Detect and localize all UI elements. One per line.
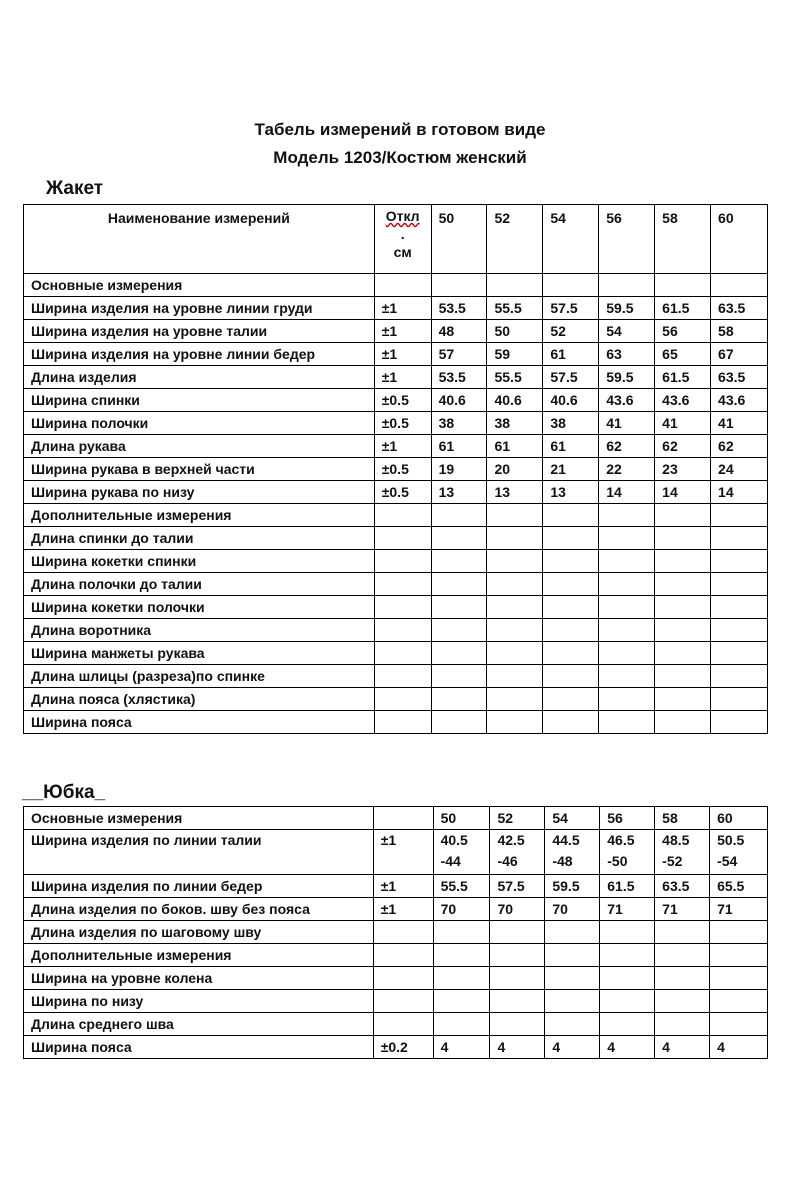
size-value-cell: 59.5	[545, 875, 600, 898]
size-value-cell	[431, 642, 487, 665]
size-value-cell	[543, 688, 599, 711]
size-value-cell: 44.5 -48	[545, 830, 600, 875]
measurement-name: Ширина по низу	[24, 990, 374, 1013]
size-value-cell: 63.5	[655, 875, 710, 898]
size-value-cell: 41	[599, 412, 655, 435]
size-value-cell	[545, 967, 600, 990]
tolerance-cell	[374, 573, 431, 596]
size-value-cell	[599, 550, 655, 573]
table-row	[24, 343, 768, 366]
size-value-cell	[433, 921, 490, 944]
size-value-cell: 53.5	[431, 297, 487, 320]
tolerance-cell	[374, 550, 431, 573]
size-value-cell	[599, 642, 655, 665]
size-value-cell: 43.6	[711, 389, 768, 412]
measurement-name: Ширина изделия на уровне линии бедер	[24, 343, 375, 366]
measurement-name: Длина изделия по шаговому шву	[24, 921, 374, 944]
table-row	[24, 596, 768, 619]
jacket-section-title: Жакет	[46, 178, 104, 199]
tolerance-cell	[374, 596, 431, 619]
measurement-name: Длина воротника	[24, 619, 375, 642]
tolerance-cell: ±0.5	[374, 458, 431, 481]
size-value-cell	[655, 504, 711, 527]
size-value-cell	[710, 1013, 768, 1036]
tolerance-cell: ±1	[374, 297, 431, 320]
size-value-cell	[543, 504, 599, 527]
size-value-cell: 62	[599, 435, 655, 458]
size-value-cell: 4	[655, 1036, 710, 1059]
skirt-measurements-table	[23, 806, 768, 1059]
size-value-cell	[431, 665, 487, 688]
table-row	[24, 875, 768, 898]
measurement-name: Ширина кокетки спинки	[24, 550, 375, 573]
size-value-cell: 4	[490, 1036, 545, 1059]
tolerance-cell: ±0.5	[374, 389, 431, 412]
size-value-cell: 55.5	[487, 297, 543, 320]
size-value-cell	[711, 573, 768, 596]
measurement-name: Ширина рукава в верхней части	[24, 458, 375, 481]
size-value-cell: 42.5 -46	[490, 830, 545, 875]
size-value-cell: 57.5	[490, 875, 545, 898]
size-value-cell: 55.5	[433, 875, 490, 898]
size-value-cell	[431, 550, 487, 573]
measurement-name: Ширина манжеты рукава	[24, 642, 375, 665]
size-value-cell	[655, 619, 711, 642]
tolerance-cell	[374, 527, 431, 550]
size-value-cell	[600, 921, 655, 944]
size-value-cell	[655, 921, 710, 944]
measurement-name: Длина изделия по боков. шву без пояса	[24, 898, 374, 921]
table-row	[24, 642, 768, 665]
size-value-cell	[487, 274, 543, 297]
tolerance-cell: ±1	[374, 366, 431, 389]
table-row	[24, 527, 768, 550]
size-value-cell: 56	[600, 807, 655, 830]
measurement-name: Дополнительные измерения	[24, 504, 375, 527]
size-value-cell: 58	[711, 320, 768, 343]
document-title: Табель измерений в готовом виде	[254, 120, 546, 139]
size-value-cell: 67	[711, 343, 768, 366]
size-value-cell: 40.5 -44	[433, 830, 490, 875]
table-header-row	[24, 205, 768, 274]
size-value-cell	[710, 967, 768, 990]
size-value-cell: 14	[599, 481, 655, 504]
measurement-name: Длина пояса (хлястика)	[24, 688, 375, 711]
size-value-cell: 43.6	[655, 389, 711, 412]
size-value-cell	[490, 967, 545, 990]
size-value-cell: 38	[543, 412, 599, 435]
table-row	[24, 967, 768, 990]
size-value-cell	[711, 504, 768, 527]
measurement-name: Длина среднего шва	[24, 1013, 374, 1036]
size-value-cell	[543, 711, 599, 734]
table-row	[24, 711, 768, 734]
size-value-cell	[599, 619, 655, 642]
size-value-cell: 43.6	[599, 389, 655, 412]
size-value-cell	[431, 711, 487, 734]
size-value-cell	[543, 596, 599, 619]
tolerance-cell	[374, 642, 431, 665]
table-row	[24, 297, 768, 320]
size-value-cell	[655, 274, 711, 297]
size-value-cell: 65	[655, 343, 711, 366]
tolerance-cell	[373, 807, 433, 830]
size-value-cell	[655, 527, 711, 550]
size-value-cell: 24	[711, 458, 768, 481]
size-value-cell	[711, 619, 768, 642]
tolerance-cell	[374, 688, 431, 711]
size-value-cell	[490, 921, 545, 944]
size-value-cell: 61	[543, 435, 599, 458]
header-tolerance-line1: Откл	[385, 208, 420, 224]
size-value-cell	[599, 665, 655, 688]
measurement-name: Ширина рукава по низу	[24, 481, 375, 504]
tolerance-cell	[373, 967, 433, 990]
size-value-cell: 40.6	[431, 389, 487, 412]
measurement-name: Ширина пояса	[24, 1036, 374, 1059]
size-value-cell: 59.5	[599, 297, 655, 320]
tolerance-cell	[374, 665, 431, 688]
tolerance-cell	[373, 990, 433, 1013]
size-value-cell: 46.5 -50	[600, 830, 655, 875]
tolerance-cell	[373, 1013, 433, 1036]
size-value-cell	[655, 665, 711, 688]
table-row	[24, 550, 768, 573]
size-value-cell	[600, 990, 655, 1013]
size-value-cell	[487, 688, 543, 711]
size-value-cell	[711, 527, 768, 550]
size-value-cell: 53.5	[431, 366, 487, 389]
size-value-cell	[431, 274, 487, 297]
size-value-cell: 71	[600, 898, 655, 921]
tolerance-cell	[373, 921, 433, 944]
size-value-cell: 62	[711, 435, 768, 458]
size-value-cell	[655, 688, 711, 711]
size-value-cell: 57	[431, 343, 487, 366]
size-value-cell: 21	[543, 458, 599, 481]
size-value-cell	[655, 573, 711, 596]
size-value-cell	[543, 527, 599, 550]
size-value-cell: 14	[655, 481, 711, 504]
size-value-cell	[433, 990, 490, 1013]
size-value-cell	[543, 665, 599, 688]
measurement-name: Ширина изделия по линии бедер	[24, 875, 374, 898]
tolerance-cell: ±1	[374, 320, 431, 343]
tolerance-cell: ±1	[373, 830, 433, 875]
table-row	[24, 573, 768, 596]
size-value-cell	[433, 1013, 490, 1036]
table-row	[24, 274, 768, 297]
size-value-cell	[487, 665, 543, 688]
table-row	[24, 366, 768, 389]
tolerance-cell	[374, 619, 431, 642]
tolerance-cell: ±1	[373, 875, 433, 898]
size-value-cell	[490, 990, 545, 1013]
size-value-cell: 62	[655, 435, 711, 458]
size-value-cell	[655, 990, 710, 1013]
size-value-cell: 41	[655, 412, 711, 435]
size-value-cell: 14	[711, 481, 768, 504]
table-row	[24, 830, 768, 875]
size-value-cell: 58	[655, 807, 710, 830]
header-size: 50	[431, 205, 487, 274]
size-value-cell: 48.5 -52	[655, 830, 710, 875]
size-value-cell	[490, 1013, 545, 1036]
table-row	[24, 389, 768, 412]
table-row	[24, 504, 768, 527]
size-value-cell: 50.5 -54	[710, 830, 768, 875]
header-size: 60	[711, 205, 768, 274]
tolerance-cell: ±1	[374, 343, 431, 366]
size-value-cell	[545, 921, 600, 944]
size-value-cell: 70	[433, 898, 490, 921]
skirt-section-title: __Юбка_	[22, 782, 106, 803]
size-value-cell: 61	[543, 343, 599, 366]
tolerance-cell: ±0.2	[373, 1036, 433, 1059]
size-value-cell	[711, 550, 768, 573]
size-value-cell	[711, 711, 768, 734]
size-value-cell	[711, 665, 768, 688]
size-value-cell	[600, 1013, 655, 1036]
size-value-cell: 38	[431, 412, 487, 435]
size-value-cell	[487, 642, 543, 665]
tolerance-cell	[374, 504, 431, 527]
table-row	[24, 688, 768, 711]
size-value-cell	[487, 711, 543, 734]
table-row	[24, 807, 768, 830]
size-value-cell	[431, 573, 487, 596]
size-value-cell: 13	[543, 481, 599, 504]
measurement-name: Ширина на уровне колена	[24, 967, 374, 990]
table-row	[24, 619, 768, 642]
measurement-name: Дополнительные измерения	[24, 944, 374, 967]
table-row	[24, 412, 768, 435]
measurement-name: Ширина пояса	[24, 711, 375, 734]
size-value-cell: 71	[710, 898, 768, 921]
size-value-cell: 63	[599, 343, 655, 366]
table-row	[24, 990, 768, 1013]
size-value-cell	[543, 619, 599, 642]
model-title: Модель 1203/Костюм женский	[273, 148, 527, 167]
size-value-cell	[599, 596, 655, 619]
size-value-cell: 71	[655, 898, 710, 921]
size-value-cell: 61	[431, 435, 487, 458]
size-value-cell: 54	[599, 320, 655, 343]
size-value-cell	[431, 596, 487, 619]
measurement-name: Длина изделия	[24, 366, 375, 389]
size-value-cell: 63.5	[711, 366, 768, 389]
size-value-cell: 57.5	[543, 297, 599, 320]
table-row	[24, 921, 768, 944]
size-value-cell	[433, 967, 490, 990]
size-value-cell	[711, 642, 768, 665]
tolerance-cell: ±0.5	[374, 412, 431, 435]
size-value-cell	[431, 688, 487, 711]
size-value-cell: 60	[710, 807, 768, 830]
size-value-cell: 54	[545, 807, 600, 830]
size-value-cell: 61.5	[655, 366, 711, 389]
header-size: 56	[599, 205, 655, 274]
size-value-cell	[655, 967, 710, 990]
size-value-cell: 13	[487, 481, 543, 504]
size-value-cell: 52	[490, 807, 545, 830]
size-value-cell	[545, 990, 600, 1013]
size-value-cell	[490, 944, 545, 967]
size-value-cell	[431, 527, 487, 550]
size-value-cell	[487, 573, 543, 596]
measurement-name: Ширина изделия на уровне талии	[24, 320, 375, 343]
size-value-cell: 70	[490, 898, 545, 921]
size-value-cell	[599, 573, 655, 596]
table-row	[24, 435, 768, 458]
size-value-cell: 61	[487, 435, 543, 458]
size-value-cell: 61.5	[600, 875, 655, 898]
size-value-cell: 61.5	[655, 297, 711, 320]
size-value-cell	[599, 527, 655, 550]
size-value-cell: 50	[487, 320, 543, 343]
size-value-cell: 13	[431, 481, 487, 504]
tolerance-cell: ±0.5	[374, 481, 431, 504]
measurement-name: Длина полочки до талии	[24, 573, 375, 596]
size-value-cell: 52	[543, 320, 599, 343]
size-value-cell	[600, 967, 655, 990]
measurement-name: Ширина кокетки полочки	[24, 596, 375, 619]
size-value-cell	[711, 596, 768, 619]
size-value-cell	[711, 274, 768, 297]
size-value-cell: 59.5	[599, 366, 655, 389]
size-value-cell: 56	[655, 320, 711, 343]
size-value-cell	[655, 1013, 710, 1036]
size-value-cell	[599, 504, 655, 527]
size-value-cell	[543, 573, 599, 596]
size-value-cell	[545, 1013, 600, 1036]
tolerance-cell: ±1	[373, 898, 433, 921]
size-value-cell	[711, 688, 768, 711]
jacket-measurements-table	[23, 204, 768, 734]
size-value-cell	[543, 550, 599, 573]
size-value-cell: 55.5	[487, 366, 543, 389]
table-row	[24, 481, 768, 504]
table-row	[24, 320, 768, 343]
size-value-cell	[487, 596, 543, 619]
measurement-name: Ширина спинки	[24, 389, 375, 412]
size-value-cell	[710, 990, 768, 1013]
tolerance-cell	[374, 711, 431, 734]
measurement-name: Основные измерения	[24, 807, 374, 830]
header-size: 52	[487, 205, 543, 274]
header-size: 54	[543, 205, 599, 274]
measurement-name: Ширина изделия по линии талии	[24, 830, 374, 875]
size-value-cell	[431, 504, 487, 527]
size-value-cell	[655, 642, 711, 665]
measurement-name: Ширина изделия на уровне линии груди	[24, 297, 375, 320]
size-value-cell: 4	[433, 1036, 490, 1059]
size-value-cell	[599, 274, 655, 297]
size-value-cell	[543, 642, 599, 665]
size-value-cell: 4	[545, 1036, 600, 1059]
size-value-cell: 57.5	[543, 366, 599, 389]
size-value-cell	[655, 711, 711, 734]
size-value-cell: 4	[710, 1036, 768, 1059]
size-value-cell: 70	[545, 898, 600, 921]
size-value-cell	[655, 550, 711, 573]
size-value-cell	[599, 688, 655, 711]
tolerance-cell	[374, 274, 431, 297]
table-row	[24, 944, 768, 967]
header-size: 58	[655, 205, 711, 274]
size-value-cell: 41	[711, 412, 768, 435]
tolerance-cell: ±1	[374, 435, 431, 458]
size-value-cell	[487, 527, 543, 550]
size-value-cell: 38	[487, 412, 543, 435]
table-row	[24, 898, 768, 921]
size-value-cell	[487, 619, 543, 642]
size-value-cell: 48	[431, 320, 487, 343]
header-name: Наименование измерений	[24, 205, 375, 274]
size-value-cell: 20	[487, 458, 543, 481]
size-value-cell: 4	[600, 1036, 655, 1059]
measurement-name: Длина спинки до талии	[24, 527, 375, 550]
header-tolerance-line2: .	[400, 226, 405, 242]
size-value-cell	[487, 504, 543, 527]
size-value-cell: 65.5	[710, 875, 768, 898]
size-value-cell	[431, 619, 487, 642]
size-value-cell	[710, 944, 768, 967]
size-value-cell	[599, 711, 655, 734]
size-value-cell: 40.6	[543, 389, 599, 412]
header-tolerance	[374, 205, 431, 274]
size-value-cell: 50	[433, 807, 490, 830]
size-value-cell	[487, 550, 543, 573]
table-row	[24, 1013, 768, 1036]
size-value-cell	[655, 944, 710, 967]
size-value-cell: 22	[599, 458, 655, 481]
size-value-cell	[545, 944, 600, 967]
table-row	[24, 458, 768, 481]
size-value-cell: 40.6	[487, 389, 543, 412]
size-value-cell	[543, 274, 599, 297]
header-tolerance-line3: см	[393, 244, 412, 260]
size-value-cell	[710, 921, 768, 944]
size-value-cell: 23	[655, 458, 711, 481]
measurement-name: Длина рукава	[24, 435, 375, 458]
size-value-cell	[655, 596, 711, 619]
size-value-cell	[600, 944, 655, 967]
size-value-cell: 19	[431, 458, 487, 481]
measurement-name: Основные измерения	[24, 274, 375, 297]
table-row	[24, 1036, 768, 1059]
size-value-cell	[433, 944, 490, 967]
table-row	[24, 665, 768, 688]
tolerance-cell	[373, 944, 433, 967]
measurement-name: Длина шлицы (разреза)по спинке	[24, 665, 375, 688]
measurement-name: Ширина полочки	[24, 412, 375, 435]
size-value-cell: 63.5	[711, 297, 768, 320]
size-value-cell: 59	[487, 343, 543, 366]
